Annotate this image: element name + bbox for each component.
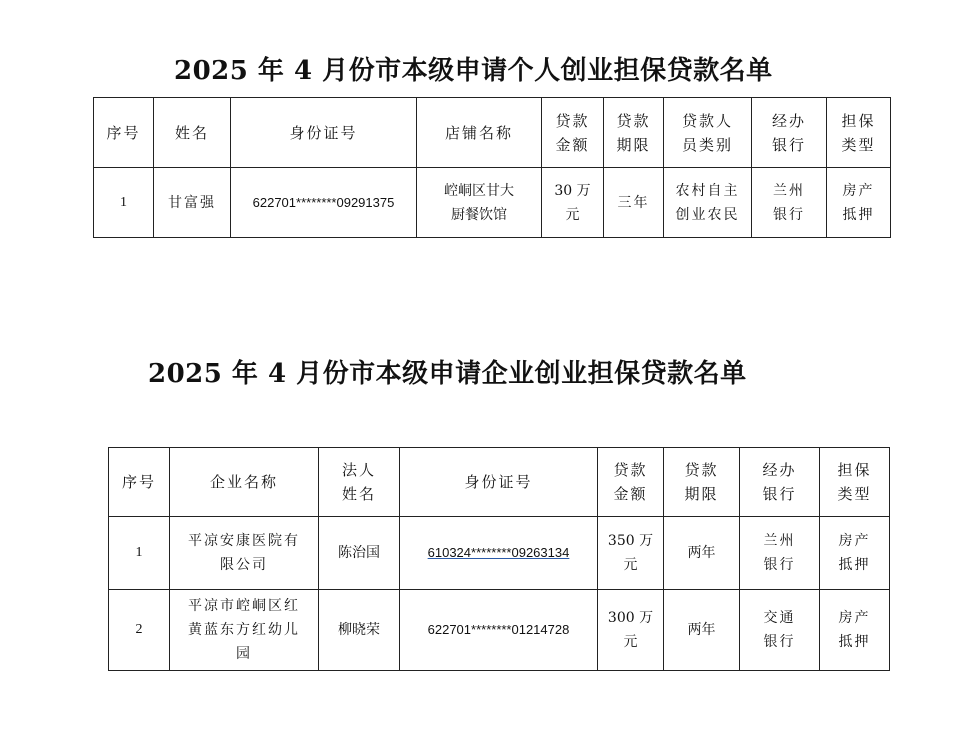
table-row <box>109 590 890 671</box>
header-shop-name: 店铺名称 <box>417 98 542 168</box>
header-guarantee-type: 担保 类型 <box>820 448 890 517</box>
header-id-number: 身份证号 <box>400 448 598 517</box>
header-loan-amount: 贷款 金额 <box>598 448 664 517</box>
header-loan-term: 贷款 期限 <box>604 98 664 168</box>
cell-loan-term: 三年 <box>604 168 664 238</box>
enterprise-loan-table <box>108 447 890 671</box>
cell-guarantee-type: 房产 抵押 <box>820 517 890 590</box>
header-company-name: 企业名称 <box>170 448 319 517</box>
personal-loan-list-title: 2025 年 4 月份市本级申请个人创业担保贷款名单 <box>174 56 773 86</box>
cell-handling-bank: 兰州 银行 <box>740 517 820 590</box>
id-number-link[interactable]: 610324********09263134 <box>427 545 570 560</box>
cell-loan-amount: 30 万 元 <box>542 168 604 238</box>
header-loan-term: 贷款 期限 <box>664 448 740 517</box>
cell-handling-bank: 交通 银行 <box>740 590 820 671</box>
cell-loan-term: 两年 <box>664 590 740 671</box>
header-name: 姓名 <box>154 98 231 168</box>
cell-id-number: 622701********09291375 <box>231 168 417 238</box>
cell-guarantee-type: 房产 抵押 <box>820 590 890 671</box>
personal-loan-table <box>93 97 891 238</box>
header-handling-bank: 经办 银行 <box>752 98 827 168</box>
header-loan-amount: 贷款 金额 <box>542 98 604 168</box>
enterprise-loan-list-title: 2025 年 4 月份市本级申请企业创业担保贷款名单 <box>148 359 747 389</box>
table-header-row <box>109 448 890 517</box>
header-id-number: 身份证号 <box>231 98 417 168</box>
cell-legal-person: 陈治国 <box>319 517 400 590</box>
cell-legal-person: 柳晓荣 <box>319 590 400 671</box>
header-seq: 序号 <box>94 98 154 168</box>
header-legal-person: 法人 姓名 <box>319 448 400 517</box>
cell-borrower-category: 农村自主 创业农民 <box>664 168 752 238</box>
cell-id-number: 622701********01214728 <box>400 590 598 671</box>
cell-company-name: 平凉市崆峒区红 黄蓝东方红幼儿 园 <box>170 590 319 671</box>
header-borrower-category: 贷款人 员类别 <box>664 98 752 168</box>
cell-id-number <box>400 517 598 590</box>
header-handling-bank: 经办 银行 <box>740 448 820 517</box>
cell-company-name: 平凉安康医院有 限公司 <box>170 517 319 590</box>
cell-seq: 1 <box>94 168 154 238</box>
cell-guarantee-type: 房产 抵押 <box>827 168 891 238</box>
cell-loan-amount: 300 万 元 <box>598 590 664 671</box>
header-seq: 序号 <box>109 448 170 517</box>
cell-loan-term: 两年 <box>664 517 740 590</box>
header-guarantee-type: 担保 类型 <box>827 98 891 168</box>
cell-seq: 2 <box>109 590 170 671</box>
table-row <box>109 517 890 590</box>
cell-seq: 1 <box>109 517 170 590</box>
cell-loan-amount: 350 万 元 <box>598 517 664 590</box>
cell-handling-bank: 兰州 银行 <box>752 168 827 238</box>
cell-name: 甘富强 <box>154 168 231 238</box>
table-row <box>94 168 891 238</box>
cell-shop-name: 崆峒区甘大 厨餐饮馆 <box>417 168 542 238</box>
table-header-row <box>94 98 891 168</box>
